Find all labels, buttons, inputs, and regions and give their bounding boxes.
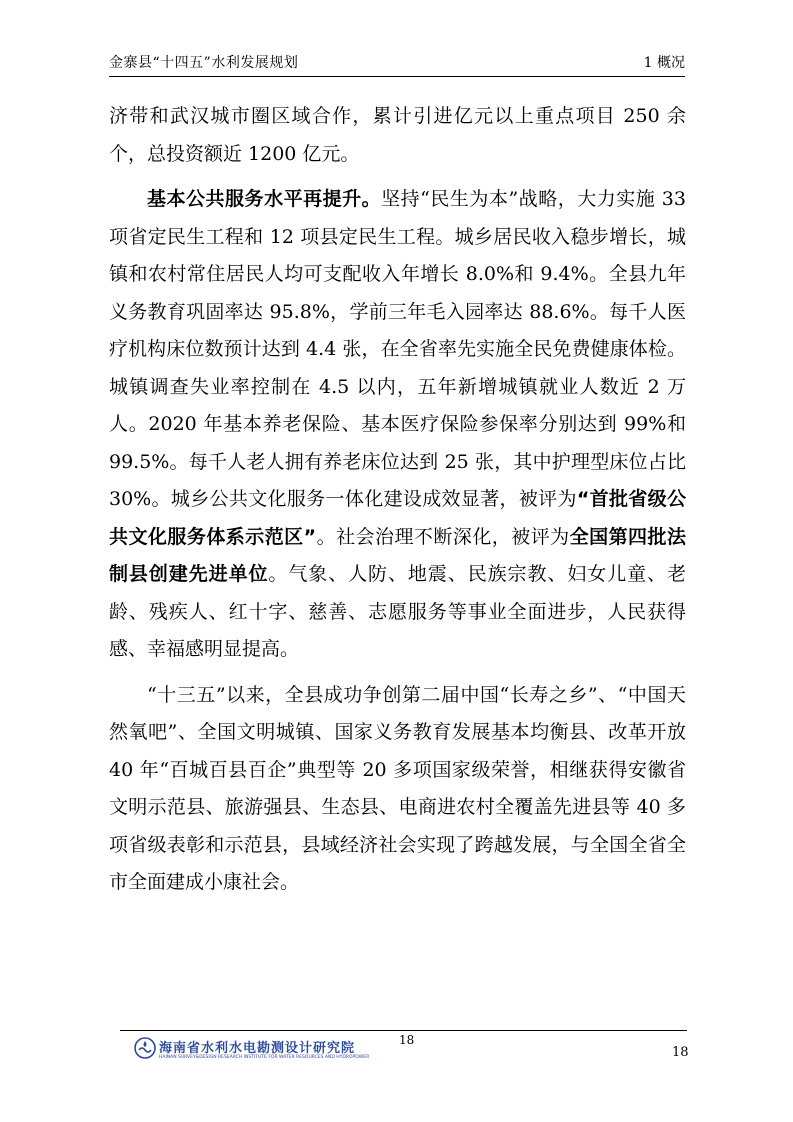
paragraph-2-lead: 基本公共服务水平再提升。 <box>147 188 382 210</box>
paragraph-3: “十三五”以来，全县成功争创第二届中国“长寿之乡”、“中国天然氧吧”、全国文明城镇、国家义务教育发展基本均衡县、改革开放 40 年“百城百县百企”典型等 20 多项国家级荣誉，相继获得安徽省文明示范县、旅游强县、生态县、电商进农村全覆盖先进县等 40 多项省级表彰和示范县，县域经济社会实现了跨越发展，与全国全省全市全面建成小康社会。 <box>109 683 686 893</box>
organization-name-english: HAINAN SURVEY&DESIGN RESEARCH INSTITUTE FOR WATER RESOURCES AND HYDROPOWER <box>159 1055 370 1060</box>
paragraph-2 <box>109 181 686 669</box>
page-number-center: 18 <box>399 1033 415 1047</box>
page-header <box>109 50 685 77</box>
section-label: 1 概况 <box>643 55 685 71</box>
water-drop-logo-icon <box>134 1037 156 1059</box>
footer-rule <box>120 1030 687 1031</box>
document-title: 金寨县“十四五”水利发展规划 <box>109 55 299 71</box>
paragraph-1: 济带和武汉城市圈区域合作，累计引进亿元以上重点项目 250 余个，总投资额近 1200 亿元。 <box>109 105 686 165</box>
paragraph-2-text-1: 坚持“民生为本”战略，大力实施 33 项省定民生工程和 12 项县定民生工程。城乡居民收入稳步增长，城镇和农村常住居民人均可支配收入年增长 8.0%和 9.4%。全县九年义务教育巩固率达 95.8%，学前三年毛入园率达 88.6%。每千人医疗机构床位数预计达到 4.4 张，在全省率先实施全民免费健康体检。城镇调查失业率控制在 4.5 以内，五年新增城镇就业人数近 2 万人。2020 年基本养老保险、基本医疗保险参保率分别达到 99%和 99.5%。每千人老人拥有养老床位达到 25 张，其中护理型床位占比 30%。城乡公共文化服务一体化建设成效显著，被评为 <box>109 188 686 510</box>
organization-name: 海南省水利水电勘测设计研究院 <box>159 1041 356 1056</box>
paragraph-2-bold-1: “首批省级公共文化服务体系示范区” <box>109 488 686 548</box>
page-number: 18 <box>672 1045 689 1060</box>
paragraph-2-text-2: 。社会治理不断深化，被评为 <box>316 525 570 548</box>
paragraph-2-text-3: 。气象、人防、地震、民族宗教、妇女儿童、老龄、残疾人、红十字、慈善、志愿服务等事业全面进步，人民获得感、幸福感明显提高。 <box>109 563 686 660</box>
body-text <box>109 98 686 910</box>
paragraph-2-bold-2: 全国第四批法制县创建先进单位 <box>109 525 686 585</box>
